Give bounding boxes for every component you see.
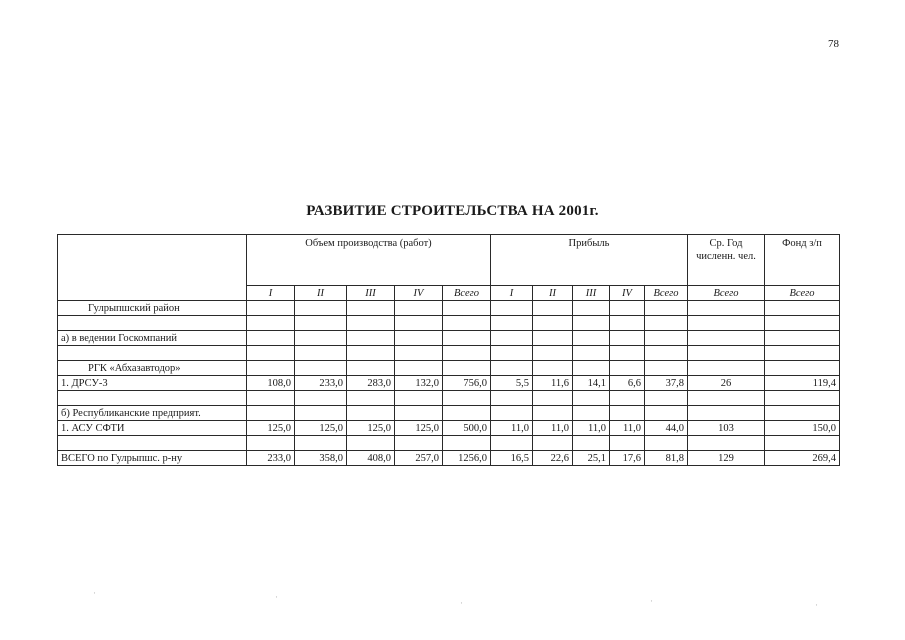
quarter-header: III (347, 286, 395, 301)
scan-speck: · (650, 596, 653, 606)
value-cell: 44,0 (645, 421, 688, 436)
value-cell (765, 346, 840, 361)
header-empty-corner (58, 235, 247, 301)
row-label (58, 316, 247, 331)
value-cell: 11,0 (533, 421, 573, 436)
value-cell (443, 436, 491, 451)
scan-speck: · (93, 588, 96, 598)
value-cell (765, 361, 840, 376)
value-cell (247, 391, 295, 406)
value-cell (765, 436, 840, 451)
value-cell: 11,0 (491, 421, 533, 436)
value-cell: 283,0 (347, 376, 395, 391)
value-cell (295, 331, 347, 346)
value-cell (491, 346, 533, 361)
value-cell (395, 391, 443, 406)
value-cell: 233,0 (247, 451, 295, 466)
value-cell (347, 406, 395, 421)
value-cell (645, 406, 688, 421)
value-cell: 37,8 (645, 376, 688, 391)
value-cell (573, 436, 610, 451)
value-cell (688, 361, 765, 376)
row-label: ВСЕГО по Гулрыпшс. р-ну (58, 451, 247, 466)
value-cell (573, 331, 610, 346)
value-cell (573, 361, 610, 376)
value-cell (247, 301, 295, 316)
header-group-row (58, 235, 840, 286)
value-cell: 756,0 (443, 376, 491, 391)
value-cell (295, 391, 347, 406)
value-cell (765, 316, 840, 331)
row-label (58, 436, 247, 451)
table-row (58, 406, 840, 421)
value-cell (491, 301, 533, 316)
quarter-header: I (491, 286, 533, 301)
quarter-header: Всего (765, 286, 840, 301)
row-label: 1. АСУ СФТИ (58, 421, 247, 436)
value-cell: 125,0 (347, 421, 395, 436)
value-cell (443, 406, 491, 421)
scan-speck: · (815, 600, 818, 610)
quarter-header: Всего (443, 286, 491, 301)
value-cell: 129 (688, 451, 765, 466)
value-cell: 25,1 (573, 451, 610, 466)
value-cell (645, 301, 688, 316)
header-profit: Прибыль (491, 235, 688, 286)
value-cell (610, 346, 645, 361)
value-cell (491, 316, 533, 331)
value-cell: 257,0 (395, 451, 443, 466)
value-cell (347, 316, 395, 331)
header-headcount: Ср. Год численн. чел. (688, 235, 765, 286)
value-cell (533, 316, 573, 331)
value-cell (573, 316, 610, 331)
value-cell: 125,0 (295, 421, 347, 436)
table-body (58, 301, 840, 466)
value-cell (610, 316, 645, 331)
value-cell (688, 331, 765, 346)
table-row (58, 316, 840, 331)
value-cell: 119,4 (765, 376, 840, 391)
value-cell (395, 406, 443, 421)
value-cell (395, 316, 443, 331)
value-cell: 269,4 (765, 451, 840, 466)
value-cell (443, 331, 491, 346)
row-label (58, 391, 247, 406)
value-cell (395, 346, 443, 361)
value-cell (247, 331, 295, 346)
value-cell: 108,0 (247, 376, 295, 391)
value-cell (491, 406, 533, 421)
value-cell: 408,0 (347, 451, 395, 466)
value-cell (645, 436, 688, 451)
value-cell (573, 391, 610, 406)
value-cell: 125,0 (247, 421, 295, 436)
value-cell (573, 301, 610, 316)
table-row (58, 376, 840, 391)
value-cell (765, 406, 840, 421)
row-label: РГК «Абхазавтодор» (58, 361, 247, 376)
row-label: б) Республиканские предприят. (58, 406, 247, 421)
value-cell (347, 391, 395, 406)
value-cell (295, 346, 347, 361)
value-cell (688, 316, 765, 331)
value-cell: 1256,0 (443, 451, 491, 466)
value-cell: 125,0 (395, 421, 443, 436)
value-cell (765, 331, 840, 346)
value-cell: 132,0 (395, 376, 443, 391)
quarter-header: I (247, 286, 295, 301)
value-cell: 11,0 (573, 421, 610, 436)
value-cell: 6,6 (610, 376, 645, 391)
value-cell (295, 361, 347, 376)
value-cell: 233,0 (295, 376, 347, 391)
value-cell (645, 361, 688, 376)
scan-speck: · (460, 598, 463, 608)
value-cell (533, 331, 573, 346)
value-cell (395, 331, 443, 346)
value-cell (645, 391, 688, 406)
value-cell (295, 406, 347, 421)
value-cell (295, 436, 347, 451)
page-number: 78 (828, 38, 839, 50)
value-cell (247, 316, 295, 331)
value-cell (395, 361, 443, 376)
row-label: Гулрыпшский район (58, 301, 247, 316)
value-cell (347, 331, 395, 346)
value-cell (688, 301, 765, 316)
value-cell (645, 316, 688, 331)
value-cell (443, 301, 491, 316)
value-cell (443, 361, 491, 376)
header-fund: Фонд з/п (765, 235, 840, 286)
value-cell (247, 346, 295, 361)
value-cell (610, 331, 645, 346)
value-cell (645, 331, 688, 346)
scan-speck: · (275, 592, 278, 602)
value-cell (295, 301, 347, 316)
value-cell (645, 346, 688, 361)
value-cell: 81,8 (645, 451, 688, 466)
value-cell (347, 346, 395, 361)
value-cell: 14,1 (573, 376, 610, 391)
value-cell: 358,0 (295, 451, 347, 466)
value-cell: 22,6 (533, 451, 573, 466)
value-cell: 11,0 (610, 421, 645, 436)
value-cell (688, 436, 765, 451)
value-cell (765, 301, 840, 316)
row-label: а) в ведении Госкомпаний (58, 331, 247, 346)
value-cell (491, 436, 533, 451)
value-cell (573, 346, 610, 361)
table-row (58, 436, 840, 451)
value-cell (533, 436, 573, 451)
value-cell (688, 346, 765, 361)
value-cell (610, 301, 645, 316)
construction-table (57, 234, 840, 466)
table-row (58, 301, 840, 316)
value-cell (533, 391, 573, 406)
value-cell: 17,6 (610, 451, 645, 466)
quarter-header: IV (395, 286, 443, 301)
value-cell (533, 346, 573, 361)
value-cell (610, 391, 645, 406)
table-row (58, 391, 840, 406)
row-label (58, 346, 247, 361)
header-volume: Объем производства (работ) (247, 235, 491, 286)
value-cell: 500,0 (443, 421, 491, 436)
value-cell (395, 301, 443, 316)
value-cell (610, 436, 645, 451)
value-cell (491, 391, 533, 406)
value-cell (688, 391, 765, 406)
table-row (58, 361, 840, 376)
value-cell (347, 436, 395, 451)
row-label: 1. ДРСУ-3 (58, 376, 247, 391)
value-cell (443, 316, 491, 331)
value-cell: 150,0 (765, 421, 840, 436)
value-cell: 103 (688, 421, 765, 436)
value-cell (247, 406, 295, 421)
value-cell (573, 406, 610, 421)
table-row (58, 421, 840, 436)
value-cell: 11,6 (533, 376, 573, 391)
value-cell (395, 436, 443, 451)
quarter-header: III (573, 286, 610, 301)
value-cell (533, 406, 573, 421)
value-cell (247, 361, 295, 376)
document-title: РАЗВИТИЕ СТРОИТЕЛЬСТВА НА 2001г. (306, 203, 599, 219)
value-cell: 26 (688, 376, 765, 391)
value-cell (491, 331, 533, 346)
quarter-header: Всего (688, 286, 765, 301)
value-cell: 5,5 (491, 376, 533, 391)
total-row (58, 451, 840, 466)
value-cell (295, 316, 347, 331)
value-cell (533, 361, 573, 376)
value-cell (247, 436, 295, 451)
value-cell: 16,5 (491, 451, 533, 466)
quarter-header: Всего (645, 286, 688, 301)
value-cell (610, 406, 645, 421)
value-cell (765, 391, 840, 406)
quarter-header: IV (610, 286, 645, 301)
value-cell (347, 301, 395, 316)
value-cell (443, 346, 491, 361)
quarter-header: II (295, 286, 347, 301)
value-cell (443, 391, 491, 406)
table-row (58, 346, 840, 361)
table-row (58, 331, 840, 346)
value-cell (688, 406, 765, 421)
value-cell (491, 361, 533, 376)
quarter-header: II (533, 286, 573, 301)
value-cell (347, 361, 395, 376)
value-cell (533, 301, 573, 316)
value-cell (610, 361, 645, 376)
